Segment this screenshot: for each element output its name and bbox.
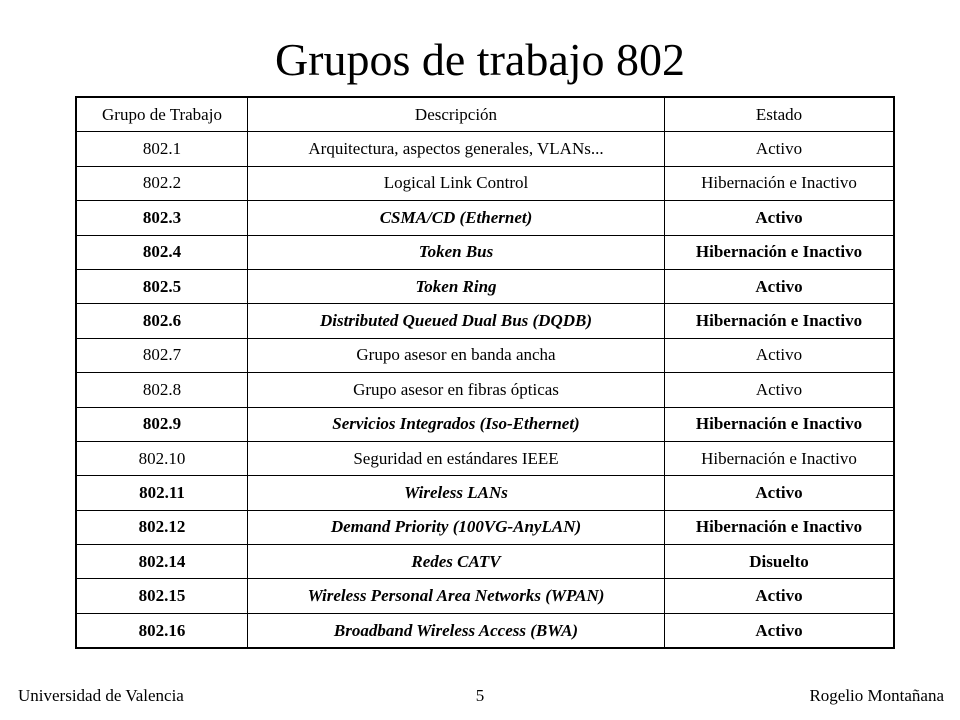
cell-status: Activo: [665, 373, 895, 407]
cell-group: 802.11: [76, 476, 248, 510]
cell-description: Logical Link Control: [248, 166, 665, 200]
cell-group: 802.5: [76, 269, 248, 303]
cell-description: Seguridad en estándares IEEE: [248, 441, 665, 475]
cell-description: Token Ring: [248, 269, 665, 303]
working-groups-table: [75, 96, 895, 649]
cell-group: 802.15: [76, 579, 248, 613]
cell-description: Servicios Integrados (Iso-Ethernet): [248, 407, 665, 441]
table-row: [76, 132, 894, 166]
cell-group: 802.2: [76, 166, 248, 200]
table-row: [76, 166, 894, 200]
footer-author: Rogelio Montañana: [809, 686, 944, 705]
cell-description: Wireless LANs: [248, 476, 665, 510]
footer-university: Universidad de Valencia: [18, 686, 184, 705]
cell-status: Activo: [665, 132, 895, 166]
cell-status: Disuelto: [665, 545, 895, 579]
table-row: [76, 304, 894, 338]
cell-description: Distributed Queued Dual Bus (DQDB): [248, 304, 665, 338]
table-row: [76, 235, 894, 269]
table-row: [76, 441, 894, 475]
header-status: Estado: [665, 97, 895, 132]
table-row: [76, 269, 894, 303]
cell-status: Activo: [665, 579, 895, 613]
cell-description: Demand Priority (100VG-AnyLAN): [248, 510, 665, 544]
cell-description: Arquitectura, aspectos generales, VLANs...: [248, 132, 665, 166]
cell-group: 802.7: [76, 338, 248, 372]
cell-status: Hibernación e Inactivo: [665, 441, 895, 475]
table-row: [76, 579, 894, 613]
table-body: [76, 132, 894, 648]
table-row: [76, 545, 894, 579]
cell-group: 802.4: [76, 235, 248, 269]
table-row: [76, 338, 894, 372]
cell-group: 802.6: [76, 304, 248, 338]
table-row: [76, 476, 894, 510]
table-header-row: [76, 97, 894, 132]
cell-group: 802.16: [76, 613, 248, 648]
cell-status: Activo: [665, 613, 895, 648]
cell-group: 802.9: [76, 407, 248, 441]
table-row: [76, 373, 894, 407]
header-description: Descripción: [248, 97, 665, 132]
cell-status: Hibernación e Inactivo: [665, 407, 895, 441]
cell-group: 802.8: [76, 373, 248, 407]
cell-status: Hibernación e Inactivo: [665, 166, 895, 200]
cell-description: Redes CATV: [248, 545, 665, 579]
table-header: [76, 97, 894, 132]
cell-status: Activo: [665, 269, 895, 303]
cell-status: Activo: [665, 476, 895, 510]
table-row: [76, 201, 894, 235]
cell-description: Broadband Wireless Access (BWA): [248, 613, 665, 648]
cell-description: Wireless Personal Area Networks (WPAN): [248, 579, 665, 613]
cell-status: Hibernación e Inactivo: [665, 510, 895, 544]
cell-status: Activo: [665, 338, 895, 372]
page-title: Grupos de trabajo 802: [274, 34, 686, 85]
cell-status: Hibernación e Inactivo: [665, 304, 895, 338]
table-row: [76, 613, 894, 648]
header-group: Grupo de Trabajo: [76, 97, 248, 132]
table-row: [76, 510, 894, 544]
cell-group: 802.12: [76, 510, 248, 544]
cell-status: Activo: [665, 201, 895, 235]
cell-group: 802.1: [76, 132, 248, 166]
table-row: [76, 407, 894, 441]
cell-description: Token Bus: [248, 235, 665, 269]
cell-description: Grupo asesor en banda ancha: [248, 338, 665, 372]
footer-page-number: 5: [475, 686, 485, 705]
cell-description: CSMA/CD (Ethernet): [248, 201, 665, 235]
cell-status: Hibernación e Inactivo: [665, 235, 895, 269]
cell-group: 802.3: [76, 201, 248, 235]
cell-group: 802.14: [76, 545, 248, 579]
cell-group: 802.10: [76, 441, 248, 475]
cell-description: Grupo asesor en fibras ópticas: [248, 373, 665, 407]
